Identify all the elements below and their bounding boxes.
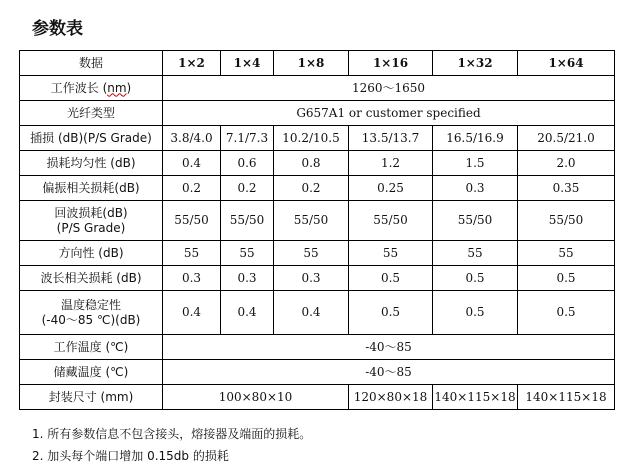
header-cell-data: 数据: [20, 51, 163, 76]
value-cell: 0.6: [221, 151, 274, 176]
row-label-package: 封装尺寸 (mm): [20, 385, 163, 410]
row-wavelength: [20, 76, 615, 101]
value-cell: 0.5: [433, 291, 518, 335]
spec-table: [19, 50, 615, 410]
row-fiber: [20, 101, 615, 126]
header-cell-1x32: 1×32: [433, 51, 518, 76]
row-label-il: 插损 (dB)(P/S Grade): [20, 126, 163, 151]
row-label-wdl: 波长相关损耗 (dB): [20, 266, 163, 291]
value-cell: 55/50: [433, 201, 518, 241]
value-cell: 0.3: [221, 266, 274, 291]
value-cell: 0.2: [163, 176, 221, 201]
wavelength-label-post: ): [126, 80, 132, 95]
rl-label-line2: (P/S Grade): [56, 220, 126, 235]
value-cell: 0.4: [163, 291, 221, 335]
value-cell: 55/50: [163, 201, 221, 241]
value-cell: 20.5/21.0: [518, 126, 615, 151]
row-temp-stability: [20, 291, 615, 335]
temp-stability-label-line1: 温度稳定性: [60, 297, 121, 312]
row-il: [20, 126, 615, 151]
value-cell: 140×115×18: [518, 385, 615, 410]
value-cell: 0.5: [433, 266, 518, 291]
rl-label-line1: 回波损耗(dB): [54, 205, 128, 220]
row-rl: [20, 201, 615, 241]
value-cell: 0.8: [274, 151, 349, 176]
value-cell: 0.4: [221, 291, 274, 335]
row-wdl: [20, 266, 615, 291]
value-cell: 7.1/7.3: [221, 126, 274, 151]
row-label-op-temp: 工作温度 (℃): [20, 335, 163, 360]
row-directivity: [20, 241, 615, 266]
row-label-fiber: 光纤类型: [20, 101, 163, 126]
row-storage-temp: [20, 360, 615, 385]
value-cell: 0.2: [221, 176, 274, 201]
value-cell: 0.5: [349, 291, 433, 335]
header-cell-1x16: 1×16: [349, 51, 433, 76]
row-label-rl: [20, 201, 163, 241]
value-cell: 0.4: [274, 291, 349, 335]
value-cell: 55/50: [349, 201, 433, 241]
row-label-uniformity: 损耗均匀性 (dB): [20, 151, 163, 176]
value-cell: 55: [518, 241, 615, 266]
value-cell: 55: [349, 241, 433, 266]
value-cell: 0.3: [163, 266, 221, 291]
page-title: 参数表: [32, 19, 83, 39]
footnotes: [32, 423, 311, 467]
row-label-directivity: 方向性 (dB): [20, 241, 163, 266]
value-cell: 55: [163, 241, 221, 266]
header-row: [20, 51, 615, 76]
value-cell: 55/50: [518, 201, 615, 241]
row-label-temp-stability: [20, 291, 163, 335]
row-label-storage-temp: 储藏温度 (℃): [20, 360, 163, 385]
value-cell: 0.3: [274, 266, 349, 291]
value-cell: 1.2: [349, 151, 433, 176]
value-cell: 0.35: [518, 176, 615, 201]
header-cell-1x4: 1×4: [221, 51, 274, 76]
value-cell: 16.5/16.9: [433, 126, 518, 151]
value-cell: 0.25: [349, 176, 433, 201]
footnote: 1. 所有参数信息不包含接头，熔接器及端面的损耗。: [32, 427, 312, 441]
wavelength-value: 1260～1650: [163, 76, 615, 101]
row-pdl: [20, 176, 615, 201]
value-cell: 0.5: [349, 266, 433, 291]
value-cell: 140×115×18: [433, 385, 518, 410]
value-cell: 55/50: [221, 201, 274, 241]
header-cell-1x2: 1×2: [163, 51, 221, 76]
fiber-value: G657A1 or customer specified: [163, 101, 615, 126]
value-cell: 55: [221, 241, 274, 266]
value-cell: 100×80×10: [163, 385, 349, 410]
op-temp-value: -40～85: [163, 335, 615, 360]
row-label-wavelength: [20, 76, 163, 101]
value-cell: 55: [274, 241, 349, 266]
value-cell: 2.0: [518, 151, 615, 176]
value-cell: 0.5: [518, 291, 615, 335]
value-cell: 55: [433, 241, 518, 266]
row-package: [20, 385, 615, 410]
value-cell: 55/50: [274, 201, 349, 241]
header-cell-1x64: 1×64: [518, 51, 615, 76]
value-cell: 13.5/13.7: [349, 126, 433, 151]
value-cell: 0.5: [518, 266, 615, 291]
wavelength-label-pre: 工作波长 (: [50, 80, 108, 95]
storage-temp-value: -40～85: [163, 360, 615, 385]
value-cell: 3.8/4.0: [163, 126, 221, 151]
row-uniformity: [20, 151, 615, 176]
wavelength-unit: nm: [107, 80, 127, 95]
value-cell: 0.3: [433, 176, 518, 201]
row-op-temp: [20, 335, 615, 360]
value-cell: 0.4: [163, 151, 221, 176]
temp-stability-label-line2: (-40～85 ℃)(dB): [41, 312, 141, 327]
footnote: 2. 加头每个端口增加 0.15db 的损耗: [32, 449, 229, 463]
value-cell: 0.2: [274, 176, 349, 201]
value-cell: 1.5: [433, 151, 518, 176]
row-label-pdl: 偏振相关损耗(dB): [20, 176, 163, 201]
value-cell: 120×80×18: [349, 385, 433, 410]
header-cell-1x8: 1×8: [274, 51, 349, 76]
value-cell: 10.2/10.5: [274, 126, 349, 151]
